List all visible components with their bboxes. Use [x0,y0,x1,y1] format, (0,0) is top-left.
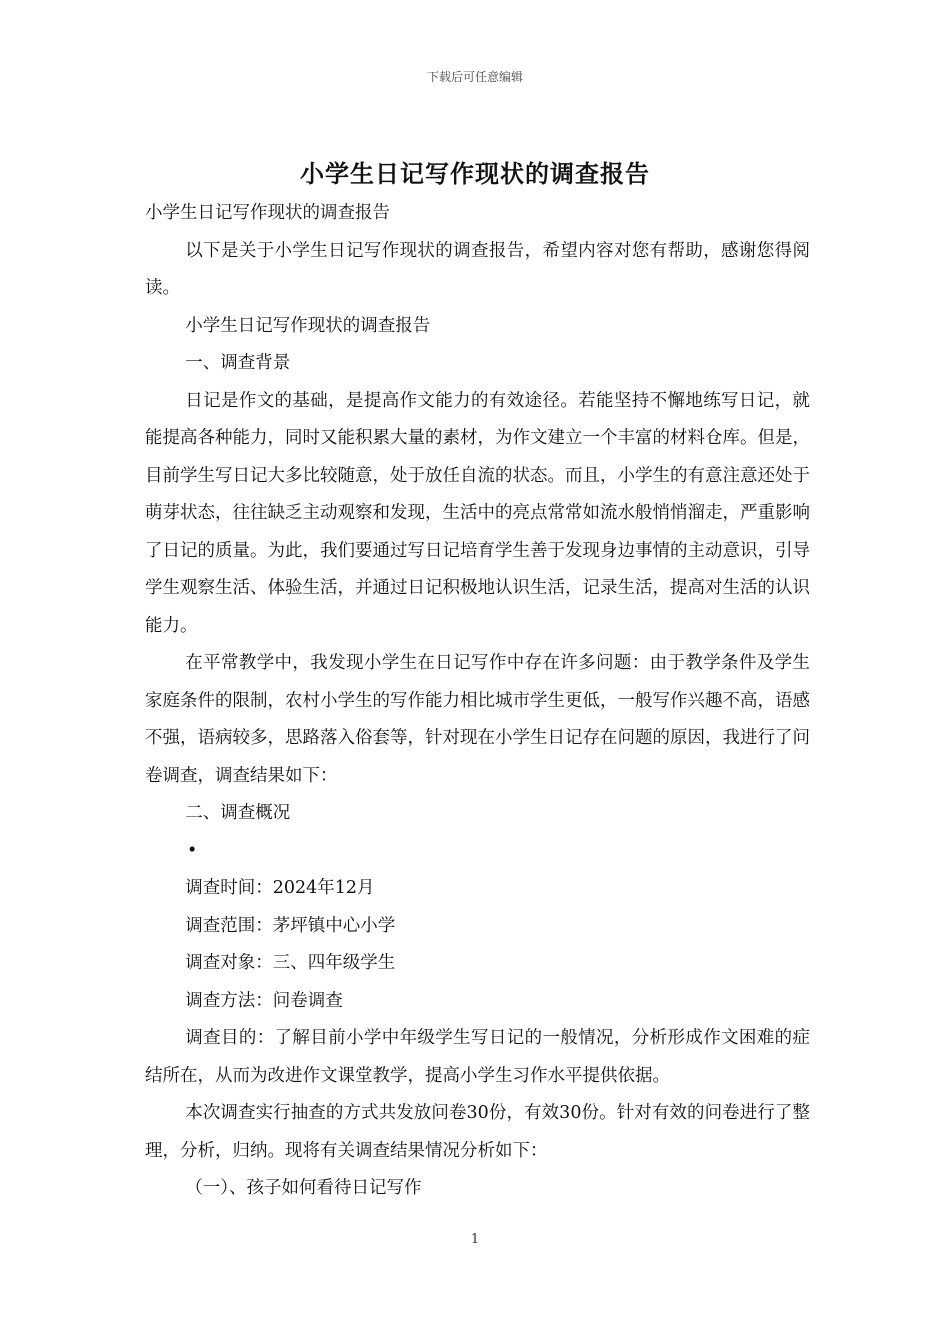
subtitle-line: 小学生日记写作现状的调查报告 [145,203,390,223]
section-heading-overview: 二、调查概况 [185,803,291,823]
survey-method: 调查方法：问卷调查 [185,990,343,1011]
survey-purpose: 调查目的：了解目前小学中年级学生写日记的一般情况，分析形成作文困难的症结所在，从而为改进作文课堂教学，提高小学生习作水平提供依据。 [145,1028,810,1086]
survey-scope: 调查范围：茅坪镇中心小学 [185,915,396,936]
subsection-heading-1: （一）、孩子如何看待日记写作 [185,1178,422,1198]
survey-subjects: 调查对象：三、四年级学生 [185,953,396,973]
report-title-line: 小学生日记写作现状的调查报告 [185,315,431,336]
page-number: 1 [470,1232,480,1247]
document-title: 小学生日记写作现状的调查报告 [300,160,650,188]
intro-paragraph: 以下是关于小学生日记写作现状的调查报告，希望内容对您有帮助，感谢您得阅读。 [145,240,810,298]
section-heading-background: 一、调查背景 [185,353,291,373]
page-header: 下载后可任意编辑 [426,70,523,84]
bullet-marker: • [187,840,198,861]
document-body [145,195,810,1208]
survey-sample-paragraph: 本次调查实行抽查的方式共发放问卷30份，有效30份。针对有效的问卷进行了整理，分析，归纳。现将有关调查结果情况分析如下： [145,1103,810,1161]
problem-paragraph: 在平常教学中，我发现小学生在日记写作中存在许多问题：由于教学条件及学生家庭条件的限制，农村小学生的写作能力相比城市学生更低，一般写作兴趣不高，语感不强，语病较多，思路落入俗套等，针对现在小学生日记存在问题的原因，我进行了问卷调查，调查结果如下： [145,653,810,786]
survey-time: 调查时间：2024年12月 [185,878,375,898]
background-paragraph: 日记是作文的基础，是提高作文能力的有效途径。若能坚持不懈地练写日记，就能提高各种能力，同时又能积累大量的素材，为作文建立一个丰富的材料仓库。但是，目前学生写日记大多比较随意，处于放任自流的状态。而且，小学生的有意注意还处于萌芽状态，往往缺乏主动观察和发现，生活中的亮点常常如流水般悄悄溜走，严重影响了日记的质量。为此，我们要通过写日记培育学生善于发现身边事情的主动意识，引导学生观察生活、体验生活，并通过日记积极地认识生活，记录生活，提高对生活的认识能力。 [145,390,810,636]
